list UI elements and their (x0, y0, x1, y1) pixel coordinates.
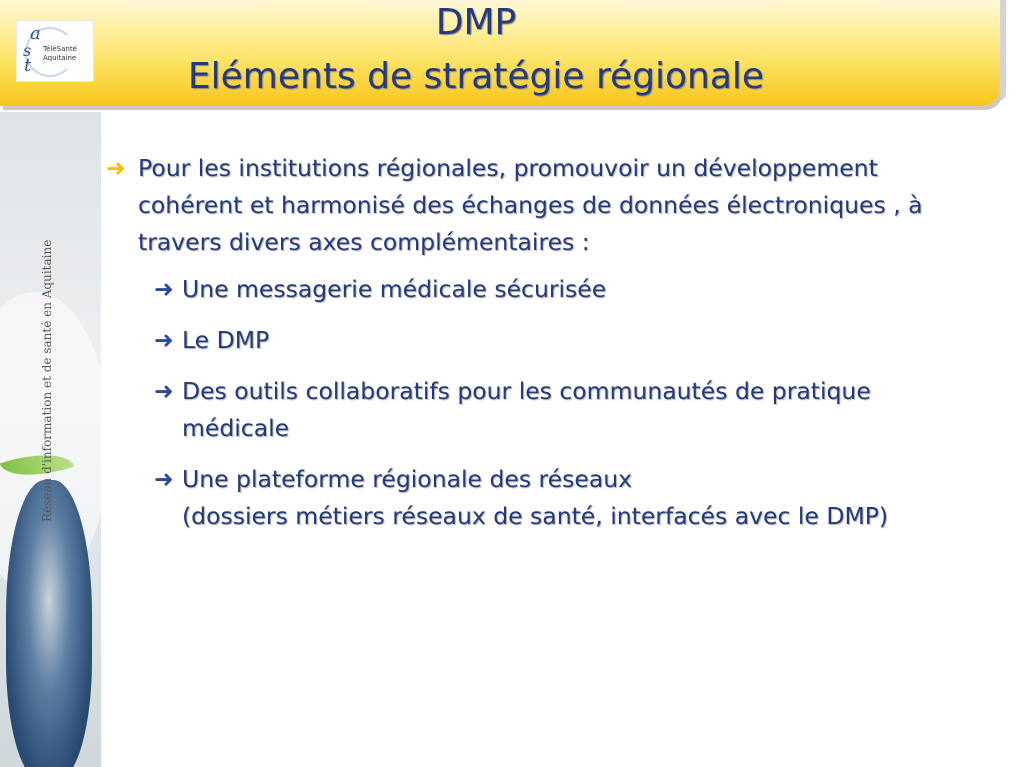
list-item-subtext: (dossiers métiers réseaux de santé, interfacés avec le DMP) (182, 502, 889, 530)
header-banner (0, 0, 1000, 106)
list-item-text: Une plateforme régionale des réseaux (182, 465, 633, 493)
page-subtitle: Eléments de stratégie régionale (187, 56, 765, 97)
arrow-right-icon: ➜ (106, 154, 126, 182)
lead-paragraph (106, 150, 966, 261)
logo-name-line1: TéléSanté (43, 45, 77, 53)
arrow-right-icon: ➜ (154, 326, 174, 354)
list-item-text: Des outils collaboratifs pour les communautés de pratique médicale (182, 377, 871, 442)
logo-letter-t: t (24, 55, 32, 76)
slide-body (106, 150, 966, 549)
arrow-right-icon: ➜ (154, 465, 174, 493)
sidebar-vertical-text: Réseau d'information et de santé en Aquitaine (40, 239, 54, 522)
page-title: DMP (435, 2, 517, 43)
list-item (106, 322, 966, 359)
list-item-text: Une messagerie médicale sécurisée (182, 275, 607, 303)
list-item-text: Le DMP (182, 326, 270, 354)
stone-graphic (6, 480, 92, 767)
logo-letter-s: s (23, 41, 32, 60)
logo-name-line2: Aquitaine (43, 54, 77, 62)
arrow-right-icon: ➜ (154, 275, 174, 303)
logo-letter-a: a (30, 23, 41, 44)
list-item (106, 271, 966, 308)
axes-list (106, 271, 966, 535)
list-item (106, 461, 966, 535)
lead-text: Pour les institutions régionales, promouvoir un développement cohérent et harmonisé des échanges de données électroniques , à travers divers axes complémentaires : (138, 154, 923, 256)
list-item (106, 373, 966, 447)
arrow-right-icon: ➜ (154, 377, 174, 405)
decorative-sidebar (0, 112, 101, 767)
